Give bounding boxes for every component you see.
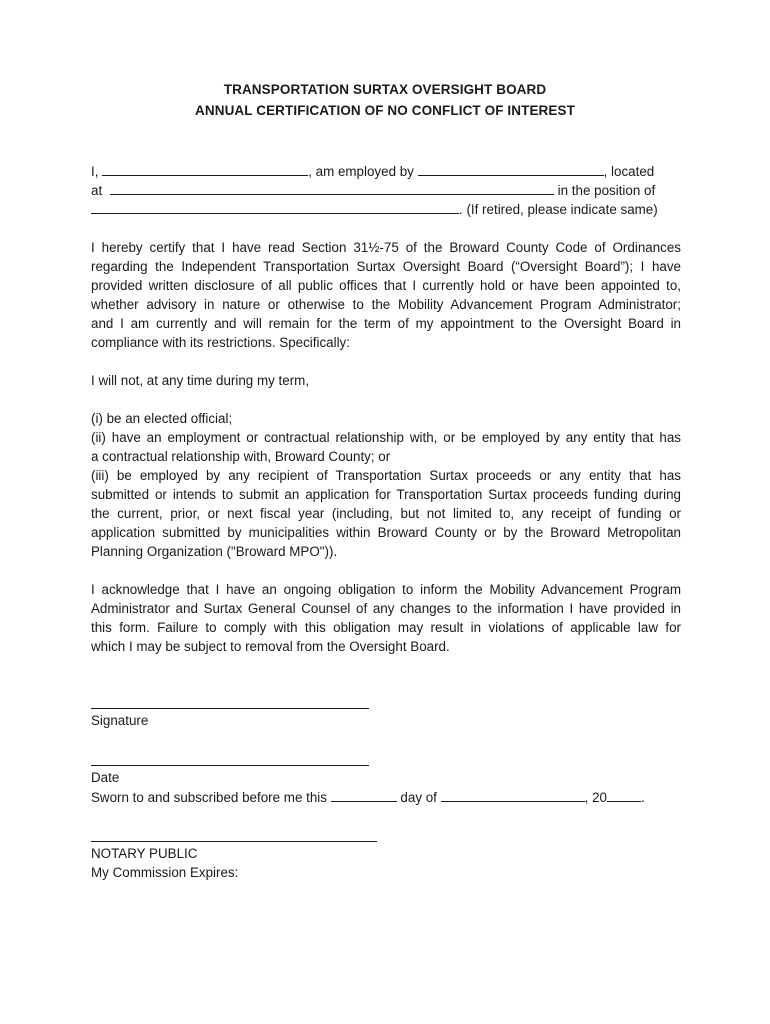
acknowledgement-line: which I may be subject to removal from the Oversight Board. bbox=[91, 639, 450, 654]
date-label: Date bbox=[91, 770, 120, 785]
location-position-line bbox=[91, 182, 681, 198]
sworn-day-field[interactable] bbox=[331, 789, 397, 802]
position-line bbox=[91, 201, 681, 217]
sworn-text: Sworn to and subscribed before me this bbox=[91, 790, 327, 805]
restriction-item: (i) be an elected official; bbox=[91, 411, 233, 426]
restriction-item: application submitted by municipalities within Broward County or by the Broward Metropolitan bbox=[91, 525, 681, 540]
commission-expires-label: My Commission Expires: bbox=[91, 865, 239, 880]
signature-field[interactable] bbox=[91, 708, 369, 709]
restriction-item: Planning Organization ("Broward MPO")). bbox=[91, 544, 338, 559]
acknowledgement-line: I acknowledge that I have an ongoing obligation to inform the Mobility Advancement Program bbox=[91, 582, 681, 597]
will-not-intro: I will not, at any time during my term, bbox=[91, 373, 310, 388]
located-text: , located bbox=[603, 164, 655, 179]
name-prefix-text: I, bbox=[91, 164, 99, 179]
position-of-text: in the position of bbox=[557, 183, 656, 198]
sworn-period: . bbox=[640, 790, 645, 805]
location-field[interactable] bbox=[110, 182, 554, 195]
restriction-item: (ii) have an employment or contractual relationship with, or be employed by any entity that has bbox=[91, 430, 681, 445]
year-prefix-text: , 20 bbox=[584, 790, 607, 805]
sworn-year-field[interactable] bbox=[607, 789, 641, 802]
form-title-line-2: ANNUAL CERTIFICATION OF NO CONFLICT OF INTEREST bbox=[195, 103, 575, 118]
date-field[interactable] bbox=[91, 765, 369, 766]
employed-by-text: , am employed by bbox=[308, 164, 414, 179]
notary-signature-field[interactable] bbox=[91, 841, 377, 842]
position-field[interactable] bbox=[91, 201, 459, 214]
form-title-line-1: TRANSPORTATION SURTAX OVERSIGHT BOARD bbox=[223, 82, 547, 97]
certification-line: provided written disclosure of all public offices that I currently hold or have been appointed to, bbox=[91, 278, 681, 293]
certification-line: regarding the Independent Transportation Surtax Oversight Board (“Oversight Board”); I have bbox=[91, 259, 681, 274]
restriction-item: the current, prior, or next fiscal year (including, but not limited to, any receipt of funding or bbox=[91, 506, 681, 521]
name-field[interactable] bbox=[102, 163, 308, 176]
at-text: at bbox=[91, 183, 103, 198]
employer-field[interactable] bbox=[418, 163, 604, 176]
retired-note-text: . (If retired, please indicate same) bbox=[459, 202, 658, 217]
sworn-month-field[interactable] bbox=[441, 789, 585, 802]
day-of-text: day of bbox=[400, 790, 437, 805]
certification-line: and I am currently and will remain for the term of my appointment to the Oversight Board in bbox=[91, 316, 681, 331]
acknowledgement-line: Administrator and Surtax General Counsel of any changes to the information I have provided in bbox=[91, 601, 681, 616]
restriction-item: (iii) be employed by any recipient of Transportation Surtax proceeds or any entity that has bbox=[91, 468, 681, 483]
certification-line: I hereby certify that I have read Section 31½-75 of the Broward County Code of Ordinances bbox=[91, 240, 681, 255]
certification-line: compliance with its restrictions. Specifically: bbox=[91, 335, 350, 350]
sworn-line bbox=[91, 789, 681, 805]
certification-line: whether advisory in nature or otherwise to the Mobility Advancement Program Administrator; bbox=[91, 297, 681, 312]
acknowledgement-line: this form. Failure to comply with this obligation may result in violations of applicable law for bbox=[91, 620, 681, 635]
restriction-item: submitted or intends to submit an application for Transportation Surtax proceeds funding during bbox=[91, 487, 681, 502]
signature-label: Signature bbox=[91, 713, 149, 728]
notary-public-label: NOTARY PUBLIC bbox=[91, 846, 198, 861]
name-employer-line bbox=[91, 163, 681, 179]
restriction-item: a contractual relationship with, Broward County; or bbox=[91, 449, 391, 464]
